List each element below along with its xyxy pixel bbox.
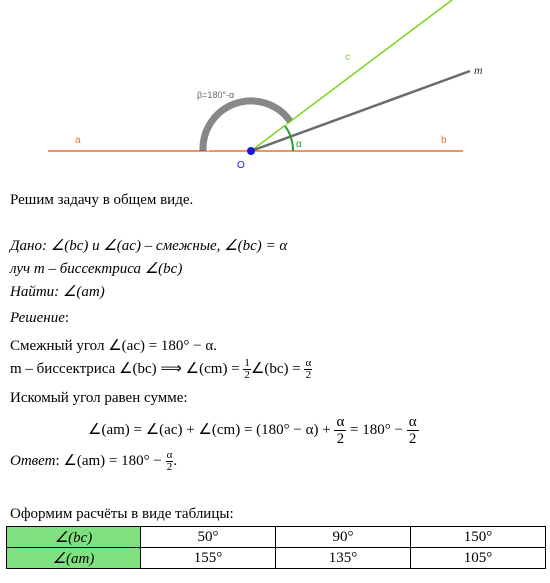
label-alpha: α xyxy=(296,139,302,150)
table-row xyxy=(7,527,546,548)
row1-cell: 50° xyxy=(141,527,276,548)
answer-den: 2 xyxy=(166,461,173,473)
alpha-num: α xyxy=(305,357,312,369)
row1-header: ∠(bc) xyxy=(7,527,141,548)
sum-prefix: ∠(am) = ∠(ac) + ∠(cm) = (180° − α) + xyxy=(88,421,335,438)
adjacent-line: Смежный угол ∠(ac) = 180° − α. xyxy=(10,338,217,354)
intro-line: Решим задачу в общем виде. xyxy=(10,192,194,208)
row2-cell: 105° xyxy=(411,548,546,569)
label-c: c xyxy=(345,52,350,63)
solution-colon: : xyxy=(64,310,70,326)
row2-cell: 155° xyxy=(141,548,276,569)
bisector-prefix: m – биссектриса ∠(bc) ⟹ ∠(cm) = xyxy=(10,360,244,377)
label-a: a xyxy=(75,135,81,146)
answer-body: : ∠(am) = 180° − xyxy=(55,452,166,469)
half-fraction xyxy=(243,358,251,381)
geometry-figure xyxy=(0,0,550,180)
alpha-half-fraction xyxy=(304,358,312,381)
ray-c xyxy=(251,0,452,151)
row1-cell: 90° xyxy=(276,527,411,548)
table-intro: Оформим расчёты в виде таблицы: xyxy=(10,506,234,522)
given-body: : ∠(bc) и ∠(ac) – смежные, ∠(bc) = α xyxy=(42,238,288,254)
find-line xyxy=(10,282,105,301)
sum-line xyxy=(88,414,419,447)
bisector-mid: ∠(bc) = xyxy=(250,360,305,377)
find-label: Найти xyxy=(10,284,55,300)
answer-end: . xyxy=(173,452,178,469)
sum-den-2: 2 xyxy=(408,431,417,447)
table-row xyxy=(7,548,546,569)
half-num: 1 xyxy=(244,357,250,369)
label-b: b xyxy=(441,135,447,146)
given-label: Дано xyxy=(10,238,42,254)
row1-cell: 150° xyxy=(411,527,546,548)
answer-num: α xyxy=(166,449,173,461)
find-body: : ∠(am) xyxy=(54,284,105,300)
bisector-line xyxy=(10,358,312,381)
sought-line: Искомый угол равен сумме: xyxy=(10,390,188,406)
sum-num-2: α xyxy=(408,414,417,430)
sum-num-1: α xyxy=(336,414,345,430)
solution-label: Решение xyxy=(10,310,65,326)
half-den: 2 xyxy=(244,369,250,381)
label-m: m xyxy=(474,63,483,77)
sum-den-1: 2 xyxy=(336,431,345,447)
ray-line: луч m – биссектриса ∠(bc) xyxy=(10,261,183,277)
point-o xyxy=(247,147,255,155)
row2-header: ∠(am) xyxy=(7,548,141,569)
answer-line xyxy=(10,450,177,473)
sum-mid: = 180° − xyxy=(346,421,407,438)
alpha-den: 2 xyxy=(305,369,312,381)
label-beta: β=180°-α xyxy=(197,90,235,100)
answer-label: Ответ xyxy=(10,452,56,469)
given-line xyxy=(10,236,287,255)
label-o: O xyxy=(237,160,245,171)
solution-line xyxy=(10,310,69,327)
sum-fraction-2 xyxy=(407,414,419,447)
row2-cell: 135° xyxy=(276,548,411,569)
sum-fraction-1 xyxy=(334,414,346,447)
results-table xyxy=(6,526,546,569)
